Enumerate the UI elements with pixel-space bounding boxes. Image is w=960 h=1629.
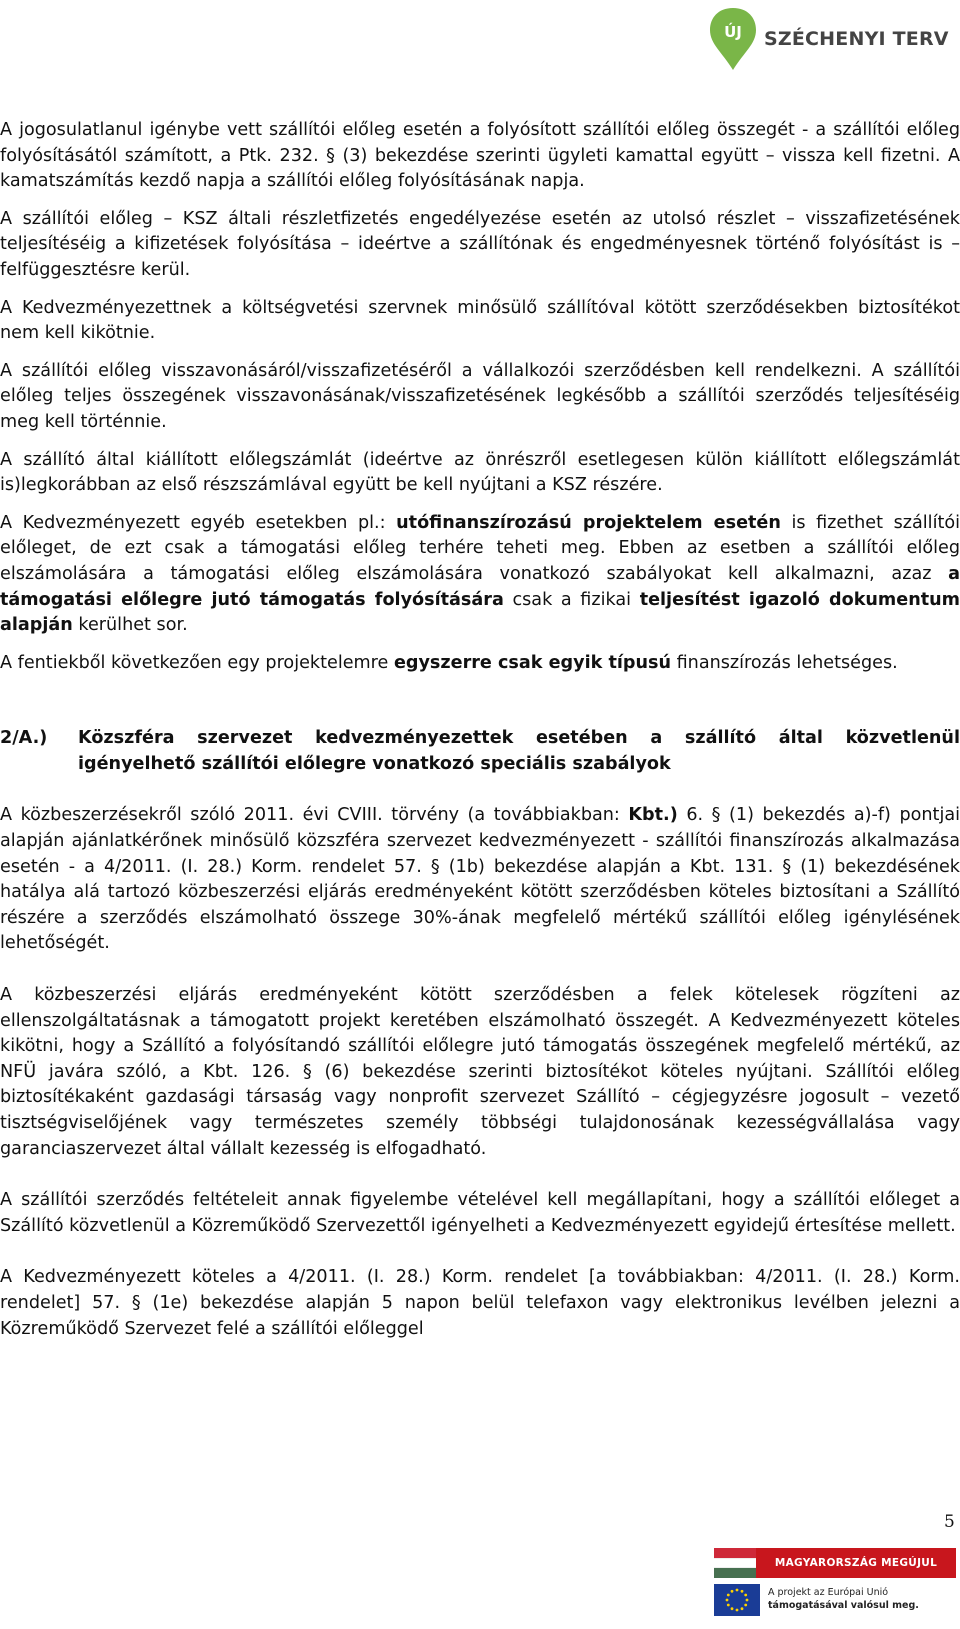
eu-support-line: A projekt az Európai Unió [768,1587,889,1598]
section-title: Közszféra szervezet kedvezményezettek esetében a szállító által közvetlenül igényelhető szállítói előlegre vonatkozó speciális szabályok [78,728,960,774]
bold-run: utófinanszírozású projektelem esetén [396,512,781,533]
paragraph: A szállítói előleg visszavonásáról/visszafizetéséről a vállalkozói szerződésben kell rendelkezni. A szállítói előleg teljes összegének visszavonásának/visszafizetésének legkésőbb a szállítói szerződés teljesítéséig meg kell történnie. [0,360,960,432]
szechenyi-terv-logo [708,6,948,72]
magyarorszag-megujul-badge [714,1548,956,1578]
page-number: 5 [944,1512,955,1532]
text-run: is fizethet szállítói előleget, de ezt csak a támogatási előleg terhére teheti meg. Ebben az esetben a szállítói előleg elszámolására a támogatási előleg elszámolására vonatkozó szabályokat kell alkalmazni, azaz [0,512,960,584]
text-run: kerülhet sor. [72,615,188,636]
eu-support-badge [714,1582,956,1618]
logo-mark-text: ÚJ [724,23,742,41]
paragraph: A Kedvezményezettnek a költségvetési szervnek minősülő szállítóval kötött szerződésekben biztosítékot nem kell kikötnie. [0,297,960,344]
paragraph: A szállítói előleg – KSZ általi részletfizetés engedélyezése esetén az utolsó részlet – visszafizetésének teljesítéséig a kifizetések folyósítása – ideértve a szállítónak és engedményesnek történő folyósítást is – felfüggesztésre kerül. [0,208,960,280]
logo-brand-text: SZÉCHENYI TERV [764,28,949,50]
text-run: csak a fizikai [503,589,640,610]
badge-text: MAGYARORSZÁG MEGÚJUL [756,1548,956,1578]
paragraph [0,511,960,639]
bold-run: Kbt.) [628,805,678,826]
eu-flag-icon [714,1584,760,1616]
text-run: 6. § (1) bekezdés a)-f) pontjai alapján ajánlatkérőnek minősülő közszféra szervezet kedvezményezett - szállítói finanszírozás alkalmazása esetén - a 4/2011. (I. 28.) Korm. rendelet 57. § (1b) bekezdése alapján a Kbt. 131. § (1) bekezdésének hatálya alá tartozó közbeszerzési eljárás eredményeként kötött szerződésben köteles biztosítani a Szállító részére a szerződés elszámolható összege 30%-ának megfelelő mértékű szállítói előleg igénylésének lehetőségét. [0,805,960,954]
bold-run: teljesítést igazoló dokumentum alapján [0,589,960,636]
bold-run: a támogatási előlegre jutó támogatás folyósítására [0,563,960,610]
paragraph: A szállító által kiállított előlegszámlát (ideértve az önrészről esetlegesen külön kiállított előlegszámlát is)legkorábban az első részszámlával együtt be kell nyújtani a KSZ részére. [0,449,960,496]
paragraph [0,651,960,677]
document-body [0,118,960,1354]
paragraph [0,803,960,957]
paragraph: A Kedvezményezett köteles a 4/2011. (I. 28.) Korm. rendelet [a továbbiakban: 4/2011. (I. 28.) Korm. rendelet] 57. § (1e) bekezdése alapján 5 napon belül telefaxon vagy elektronikus levélben jelezni a Közreműködő Szervezet felé a szállítói előleggel [0,1267,960,1339]
eu-support-line: támogatásával valósul meg. [768,1600,919,1611]
bold-run: egyszerre csak egyik típusú [393,652,671,673]
section-number: 2/A.) [0,728,48,749]
leaf-pin-icon [708,6,758,72]
paragraph: A szállítói szerződés feltételeit annak figyelembe vételével kell megállapítani, hogy a szállítói előleget a Szállító közvetlenül a Közreműködő Szervezettől igényelheti a Kedvezményezett egyidejű értesítése mellett. [0,1190,960,1236]
text-run: finanszírozás lehetséges. [671,652,898,673]
text-run: A közbeszerzésekről szóló 2011. évi CVIII. törvény (a továbbiakban: [0,805,629,826]
paragraph: A jogosulatlanul igénybe vett szállítói előleg esetén a folyósított szállítói előleg összegét - a szállítói előleg folyósításától számított, a Ptk. 232. § (3) bekezdése szerinti ügyleti kamattal együtt – vissza kell fizetni. A kamatszámítás kezdő napja a szállítói előleg folyósításának napja. [0,120,960,192]
text-run: A Kedvezményezett egyéb esetekben pl.: [0,512,397,533]
paragraph: A közbeszerzési eljárás eredményeként kötött szerződésben a felek kötelesek rögzíteni az ellenszolgáltatásnak a támogatott projekt keretében elszámolható összegét. A Kedvezményezett köteles kikötni, hogy a Szállító a folyósítandó szállítói előlegre jutó támogatás összegének megfelelő mértékű, az NFÜ javára szóló, a Kbt. 126. § (6) bekezdése szerinti biztosítékot köteles nyújtani. Szállítói előleg biztosítékaként gazdasági társaság vagy nonprofit szervezet Szállító – cégjegyzésre jogosult – vezető tisztségviselőjének vagy természetes személy többségi tulajdonosának kezességvállalása vagy garanciaszervezet által vállalt kezesség is elfogadható. [0,985,960,1159]
section-heading [0,726,960,777]
eu-support-text [768,1586,919,1612]
text-run: A fentiekből következően egy projektelemre [0,652,394,673]
hungarian-flag-icon [714,1548,756,1578]
